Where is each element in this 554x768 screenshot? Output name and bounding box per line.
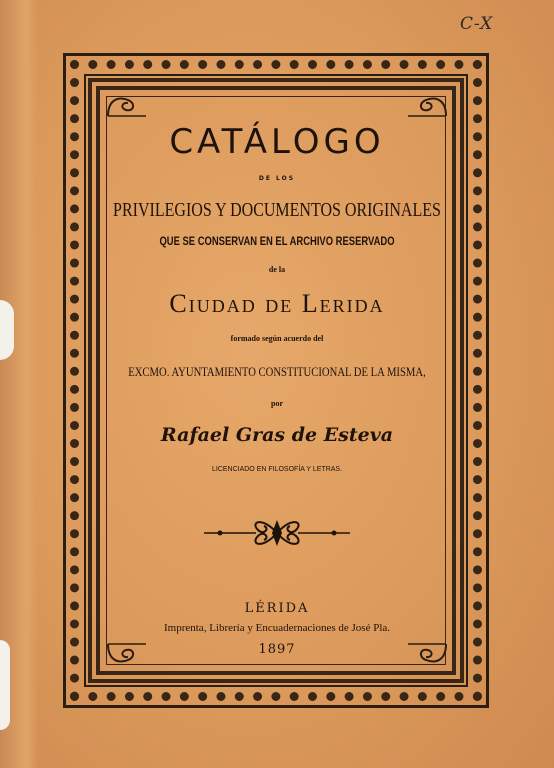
author-degree: LICENCIADO EN FILOSOFÍA Y LETRAS. [211, 466, 343, 473]
de-la-line: de la [268, 265, 286, 274]
por-line: por [271, 399, 283, 408]
border-inner-band [88, 78, 464, 683]
author-name: Rafael Gras de Esteva [160, 424, 394, 446]
corner-flourish-icon [404, 92, 450, 120]
central-ornament-icon [200, 508, 354, 558]
handwritten-mark: C-X [460, 14, 494, 34]
title: CATÁLOGO [169, 122, 385, 162]
subject-line: PRIVILEGIOS Y DOCUMENTOS ORIGINALES [113, 199, 441, 221]
council-line: EXCMO. AYUNTAMIENTO CONSTITUCIONAL DE LA MISMA, [128, 364, 426, 379]
year-line: 1897 [258, 642, 296, 657]
place-line: LÉRIDA [244, 601, 310, 616]
subtitle-de-los: DE LOS [258, 175, 296, 182]
formed-line: formado según acuerdo del [230, 334, 324, 343]
corner-flourish-icon [104, 92, 150, 120]
printer-line: Imprenta, Librería y Encuadernaciones de José Pla. [163, 622, 391, 634]
city-name: Ciudad de Lerida [169, 289, 385, 318]
conserved-line: QUE SE CONSERVAN EN EL ARCHIVO RESERVADO [159, 236, 395, 248]
